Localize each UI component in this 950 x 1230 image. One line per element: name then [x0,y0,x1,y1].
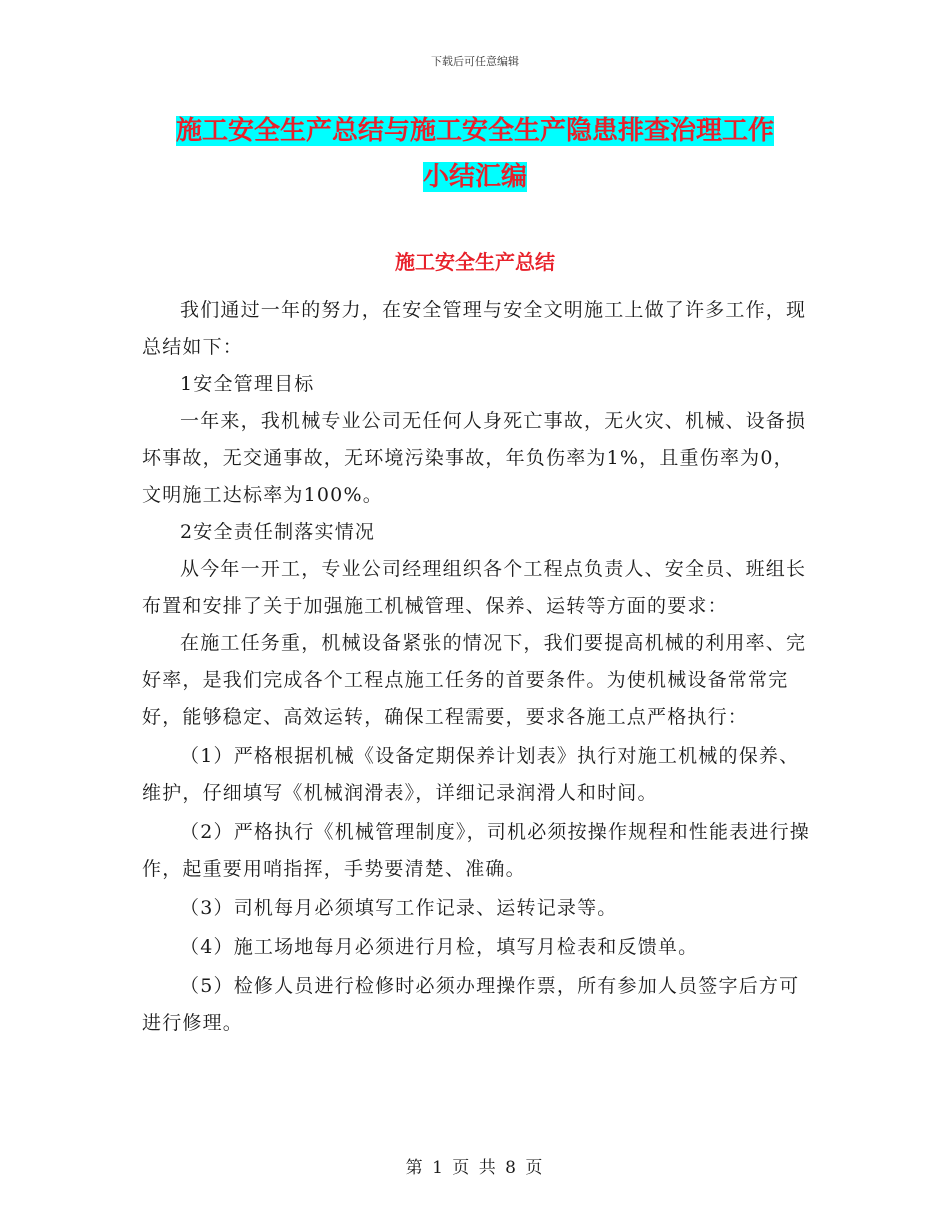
heading-safety-goal: 1安全管理目标 [180,373,315,395]
heading-responsibility: 2安全责任制落实情况 [180,521,376,543]
page-footer: 第 1 页 共 8 页 [405,1158,545,1178]
paragraph-requirements: 在施工任务重，机械设备紧张的情况下，我们要提高机械的利用率、完好率，是我们完成各个工程点施工任务的首要条件。为使机械设备常常完好，能够稳定、高效运转，确保工程需要，要求各施工点严格执行： [142,632,807,728]
paragraph-intro: 我们通过一年的努力，在安全管理与安全文明施工上做了许多工作，现总结如下： [142,299,807,358]
document-title-line-1: 施工安全生产总结与施工安全生产隐患排查治理工作 [175,116,774,146]
section-title: 施工安全生产总结 [395,250,555,274]
header-note: 下载后可任意编辑 [431,55,519,68]
list-item-3: （3）司机每月必须填写工作记录、运转记录等。 [180,897,618,919]
list-item-2: （2）严格执行《机械管理制度》，司机必须按操作规程和性能表进行操作，起重要用哨指挥，手势要清楚、准确。 [142,821,810,880]
paragraph-responsibility: 从今年一开工，专业公司经理组织各个工程点负责人、安全员、班组长布置和安排了关于加强施工机械管理、保养、运转等方面的要求： [142,558,807,617]
document-title [140,108,810,200]
list-item-4: （4）施工场地每月必须进行月检，填写月检表和反馈单。 [180,936,699,958]
paragraph-safety-goal: 一年来，我机械专业公司无任何人身死亡事故，无火灾、机械、设备损坏事故，无交通事故，无环境污染事故，年负伤率为1%，且重伤率为0，文明施工达标率为100%。 [142,410,807,506]
list-item-1: （1）严格根据机械《设备定期保养计划表》执行对施工机械的保养、维护，仔细填写《机械润滑表》，详细记录润滑人和时间。 [142,745,800,804]
body-text [142,292,812,1042]
list-item-5: （5）检修人员进行检修时必须办理操作票，所有参加人员签字后方可进行修理。 [142,975,800,1034]
document-title-line-2: 小结汇编 [422,162,527,192]
